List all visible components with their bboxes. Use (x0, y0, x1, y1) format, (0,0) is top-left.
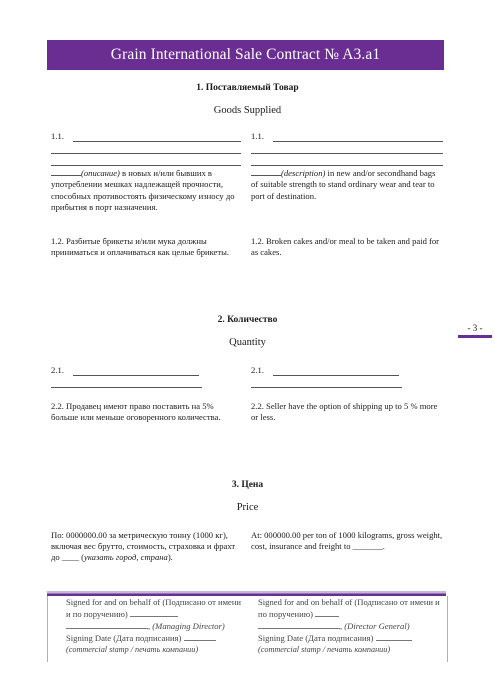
section-quantity-title: 2. Количество (217, 315, 278, 325)
fill-line (51, 376, 202, 388)
commercial-stamp-label: (commercial stamp / печать компании) (258, 645, 391, 654)
clause-2-2-ru: 2.2. Продавец имеют право поставить на 5% больше или меньше оговоренного количества. (51, 401, 221, 423)
contract-title-banner (47, 40, 444, 70)
signer-role: , (Director General) (340, 621, 410, 631)
fill-line (73, 365, 199, 376)
signature-right (258, 597, 442, 655)
fill-line (251, 142, 443, 154)
signer-role: , (Managing Director) (148, 621, 225, 631)
fill-line (51, 154, 241, 166)
clause-2-2-en: 2.2. Seller have the option of shipping up to 5 % more or less. (251, 401, 438, 423)
signing-date-label: Signing Date (Дата подписания) (66, 632, 246, 644)
signing-date-blank (376, 632, 412, 641)
destination-hint: указать город, страна (84, 552, 168, 563)
clause-1-1-ru-text: в новых и/или бывших в употреблении мешках надлежащей прочности, способных противостоять физическому износу до прибытия в порт назначения. (51, 168, 235, 212)
clause-number: 1.1. (251, 131, 264, 141)
description-hint: (описание) (81, 168, 120, 179)
signed-on-behalf-label: Signed for and on behalf of (Подписано от имени и по поручению) (66, 597, 242, 619)
clause-2-1-ru (51, 365, 241, 388)
description-blank (51, 167, 81, 176)
fill-line (73, 131, 241, 142)
signer-blank (66, 620, 148, 629)
clause-1-2-en: 1.2. Broken cakes and/or meal to be taken and paid for as cakes. (251, 236, 440, 258)
page-number: - 3 - (458, 323, 492, 338)
description-hint: (description) (281, 168, 326, 179)
destination-blank: ____ (61, 552, 80, 563)
clause-number: 2.1. (251, 365, 264, 375)
price-clause-en: At: 000000.00 per ton of 1000 kilograms, gross weight, cost, insurance and freight to _______. (251, 530, 443, 552)
signed-on-behalf-label: Signed for and on behalf of (Подписано от имени и по поручению) (258, 597, 440, 619)
contract-title: Grain International Sale Contract № A3.a1 (110, 46, 381, 63)
clause-1-1-en (251, 131, 443, 202)
signature-left (66, 597, 246, 655)
clause-number: 2.1. (51, 365, 64, 375)
fill-line (273, 365, 399, 376)
commercial-stamp-label: (commercial stamp / печать компании) (66, 645, 199, 654)
fill-line (51, 142, 241, 154)
section-price-subtitle: Price (236, 502, 259, 513)
signing-date-blank (184, 632, 216, 641)
price-clause-ru: По: 0000000.00 за метрическую тонну (1000 кг), включая вес брутто, стоимость, страховка и фрахт до ____ (указать город, страна). (51, 530, 236, 563)
section-goods-title: 1. Поставляемый Товар (196, 83, 299, 93)
fill-line (251, 154, 443, 166)
signing-date-label: Signing Date (Дата подписания) (258, 632, 442, 644)
destination-blank: _______ (352, 541, 383, 552)
clause-number: 1.1. (51, 131, 64, 141)
signer-blank (258, 620, 340, 629)
clause-2-1-en (251, 365, 443, 388)
description-blank (251, 167, 281, 176)
clause-1-1-ru (51, 131, 241, 213)
clause-1-2-ru: 1.2. Разбитые брикеты и/или мука должны приниматься и оплачиваться как целые брикеты. (51, 236, 230, 258)
signer-name-blank (315, 608, 339, 617)
section-quantity-subtitle: Quantity (229, 337, 266, 348)
section-goods-subtitle: Goods Supplied (213, 105, 282, 116)
section-price-title: 3. Цена (231, 480, 264, 490)
signer-name-blank (130, 608, 178, 617)
clause-1-1-en-text: in new and/or secondhand bags of suitable strength to stand ordinary wear and tear to port of destination. (251, 168, 436, 201)
fill-line (251, 376, 402, 388)
fill-line (273, 131, 443, 142)
